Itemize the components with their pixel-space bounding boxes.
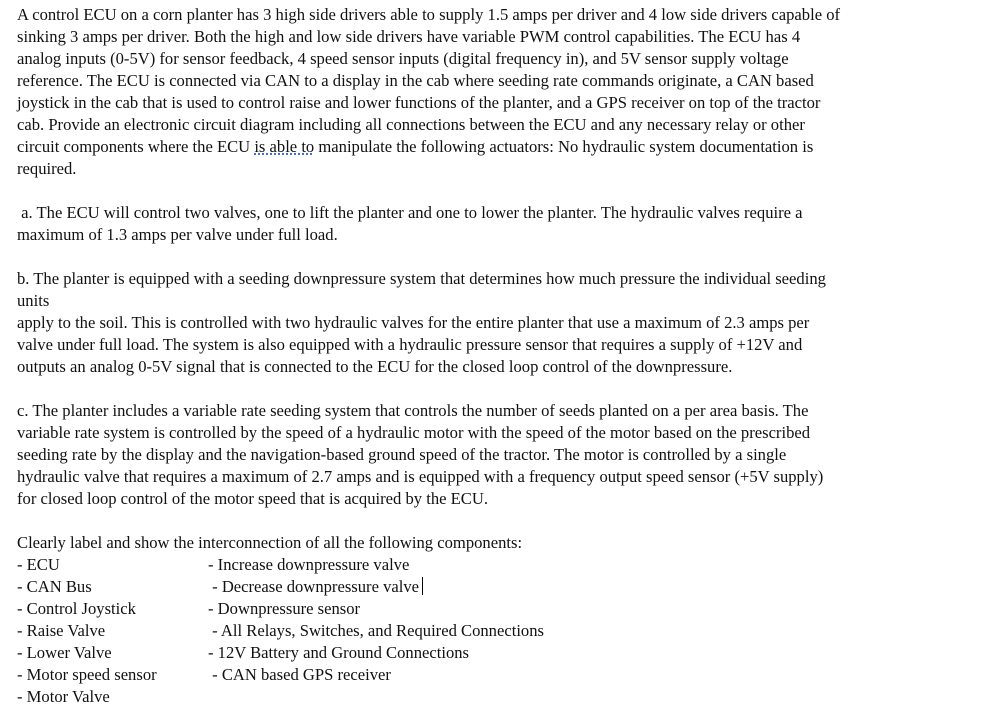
- list-item: - Motor speed sensor: [17, 665, 157, 684]
- part-c-line-5: for closed loop control of the motor speed that is acquired by the ECU.: [17, 489, 488, 508]
- intro-line-3: analog inputs (0-5V) for sensor feedback, 4 speed sensor inputs (digital frequency in), and 5V sensor supply voltage: [17, 49, 789, 68]
- part-a-line-1: a. The ECU will control two valves, one to lift the planter and one to lower the planter. The hydraulic valves require a: [17, 203, 803, 222]
- components-left-column: [17, 554, 157, 708]
- components-columns: [17, 554, 952, 708]
- grammar-flagged-phrase[interactable]: is able to: [254, 137, 315, 156]
- list-item: - 12V Battery and Ground Connections: [208, 643, 470, 662]
- part-b-line-2: units: [17, 291, 50, 310]
- part-b-line-4: valve under full load. The system is also equipped with a hydraulic pressure sensor that requires a supply of +12V and: [17, 335, 803, 354]
- part-b-line-1: b. The planter is equipped with a seeding downpressure system that determines how much pressure the individual seeding: [17, 269, 826, 288]
- intro-line-7-end: manipulate the following actuators: No hydraulic system documentation is: [314, 137, 814, 156]
- document-body: [17, 4, 952, 708]
- part-c-line-2: variable rate system is controlled by the speed of a hydraulic motor with the speed of the motor based on the prescribed: [17, 423, 811, 442]
- paragraph-spacer: [17, 180, 952, 202]
- list-item: [208, 576, 544, 598]
- text-cursor: [422, 577, 423, 595]
- paragraph-spacer: [17, 378, 952, 400]
- list-item: - ECU: [17, 555, 60, 574]
- components-heading: Clearly label and show the interconnection of all the following components:: [17, 533, 523, 552]
- intro-line-7: [17, 136, 952, 158]
- intro-line-1: A control ECU on a corn planter has 3 high side drivers able to supply 1.5 amps per driver and 4 low side drivers capable of: [17, 5, 841, 24]
- list-item-text: - Decrease downpressure valve: [208, 577, 420, 596]
- list-item: - CAN based GPS receiver: [208, 665, 391, 684]
- intro-line-2: sinking 3 amps per driver. Both the high and low side drivers have variable PWM control capabilities. The ECU has 4: [17, 27, 801, 46]
- list-item: - Raise Valve: [17, 621, 106, 640]
- part-b-line-3: apply to the soil. This is controlled with two hydraulic valves for the entire planter that use a maximum of 2.3 amps per: [17, 313, 810, 332]
- part-c-paragraph: [17, 400, 952, 510]
- list-item: - Motor Valve: [17, 687, 110, 706]
- part-c-line-1: c. The planter includes a variable rate seeding system that controls the number of seeds planted on a per area basis. The: [17, 401, 809, 420]
- list-item: - Increase downpressure valve: [208, 555, 410, 574]
- components-right-column: [208, 554, 544, 686]
- part-b-paragraph: [17, 268, 952, 378]
- intro-line-6: cab. Provide an electronic circuit diagram including all connections between the ECU and any necessary relay or other: [17, 115, 805, 134]
- intro-line-8: required.: [17, 159, 77, 178]
- intro-paragraph: [17, 4, 952, 180]
- paragraph-spacer: [17, 246, 952, 268]
- part-c-line-4: hydraulic valve that requires a maximum of 2.7 amps and is equipped with a frequency output speed sensor (+5V supply): [17, 467, 824, 486]
- list-item: - Lower Valve: [17, 643, 112, 662]
- part-a-paragraph: [17, 202, 952, 246]
- list-item: - Downpressure sensor: [208, 599, 361, 618]
- list-item: - All Relays, Switches, and Required Connections: [208, 621, 544, 640]
- part-c-line-3: seeding rate by the display and the navigation-based ground speed of the tractor. The motor is controlled by a single: [17, 445, 787, 464]
- part-a-line-2: maximum of 1.3 amps per valve under full load.: [17, 225, 338, 244]
- intro-line-5: joystick in the cab that is used to control raise and lower functions of the planter, and a GPS receiver on top of the tractor: [17, 93, 821, 112]
- intro-line-4: reference. The ECU is connected via CAN to a display in the cab where seeding rate commands originate, a CAN based: [17, 71, 814, 90]
- paragraph-spacer: [17, 510, 952, 532]
- intro-line-7-start: circuit components where the ECU: [17, 137, 255, 156]
- components-section: [17, 532, 952, 708]
- list-item: - CAN Bus: [17, 577, 92, 596]
- part-b-line-5: outputs an analog 0-5V signal that is connected to the ECU for the closed loop control of the downpressure.: [17, 357, 733, 376]
- list-item: - Control Joystick: [17, 599, 136, 618]
